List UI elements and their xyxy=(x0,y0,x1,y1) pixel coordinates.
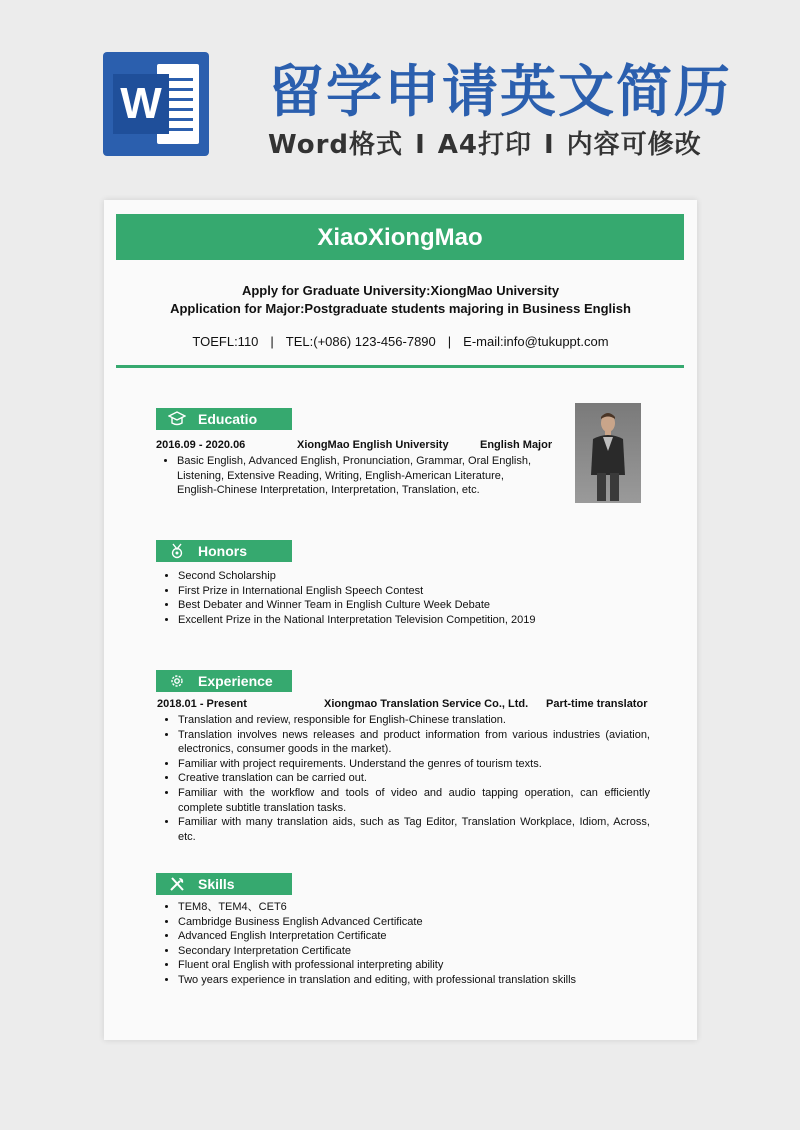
skills-label: Skills xyxy=(198,876,235,892)
subtitle-print: A4打印 xyxy=(437,130,532,160)
divider xyxy=(116,365,684,368)
profile-photo xyxy=(575,403,641,503)
experience-heading xyxy=(156,670,292,692)
subtitle-separator: I xyxy=(543,130,555,160)
list-item: • Translation involves news releases and product information from various industries (aviation, electronics, consumer goods in the market). xyxy=(178,728,650,757)
list-item: • Familiar with project requirements. Understand the genres of tourism texts. xyxy=(178,757,650,772)
email: E-mail:info@tukuppt.com xyxy=(463,334,609,349)
education-period: 2016.09 - 2020.06 xyxy=(156,439,246,451)
logo-letter: W xyxy=(113,74,169,134)
list-item: • Excellent Prize in the National Interpretation Television Competition, 2019 xyxy=(178,613,648,628)
experience-role: Part-time translator xyxy=(546,698,648,710)
list-item: • Best Debater and Winner Team in English Culture Week Debate xyxy=(178,598,648,613)
honors-heading xyxy=(156,540,292,562)
contact-separator: | xyxy=(447,334,452,349)
word-logo-icon xyxy=(103,52,209,156)
list-item: • Creative translation can be carried out. xyxy=(178,771,650,786)
skills-heading xyxy=(156,873,292,895)
toefl-score: TOEFL:110 xyxy=(192,334,259,349)
contact-separator: | xyxy=(270,334,274,349)
application-info xyxy=(104,282,697,318)
telephone: TEL:(+086) 123-456-7890 xyxy=(285,334,436,349)
honors-list xyxy=(156,569,648,627)
education-school: XiongMao English University xyxy=(297,439,449,451)
banner-title: 留学申请英文简历 xyxy=(268,60,732,125)
graduation-cap-icon xyxy=(168,411,186,427)
list-item: • Fluent oral English with professional interpreting ability xyxy=(178,958,650,973)
list-item: • Translation and review, responsible for English-Chinese translation. xyxy=(178,713,650,728)
list-item: • Secondary Interpretation Certificate xyxy=(178,944,650,959)
resume-sheet xyxy=(104,200,697,1040)
apply-university: Apply for Graduate University:XiongMao University xyxy=(241,283,560,298)
education-courses xyxy=(155,454,537,498)
contact-line xyxy=(104,334,697,349)
education-major: English Major xyxy=(480,439,553,451)
tools-icon xyxy=(168,876,186,892)
list-item: • Familiar with many translation aids, such as Tag Editor, Translation Workplace, Idiom, Across, etc. xyxy=(178,815,650,844)
list-item: • Basic English, Advanced English, Pronunciation, Grammar, Oral English, Listening, Extensive Reading, Writing, English-American Literature, English-Chinese Interpretation, Interpretation, Translation, etc. xyxy=(177,454,537,498)
subtitle-separator: I xyxy=(415,130,426,160)
name-header: XiaoXiongMao xyxy=(116,214,684,260)
list-item: • Advanced English Interpretation Certificate xyxy=(178,929,650,944)
experience-duties xyxy=(156,713,650,844)
experience-company: Xiongmao Translation Service Co., Ltd. xyxy=(324,698,529,710)
experience-period: 2018.01 - Present xyxy=(157,698,247,710)
apply-major: Application for Major:Postgraduate students majoring in Business English xyxy=(170,301,631,316)
subtitle-format: Word格式 xyxy=(268,130,404,160)
list-item: • Familiar with the workflow and tools of video and audio tapping operation, can efficiently complete subtitle translation tasks. xyxy=(178,786,650,815)
list-item: • First Prize in International English Speech Contest xyxy=(178,584,648,599)
list-item: • Second Scholarship xyxy=(178,569,648,584)
subtitle-editable: 内容可修改 xyxy=(566,130,702,160)
medal-icon xyxy=(168,543,186,559)
experience-label: Experience xyxy=(198,673,273,689)
honors-label: Honors xyxy=(198,543,247,559)
education-heading xyxy=(156,408,292,430)
list-item: • Cambridge Business English Advanced Certificate xyxy=(178,915,650,930)
gear-icon xyxy=(168,673,186,689)
list-item: • Two years experience in translation and editing, with professional translation skills xyxy=(178,973,650,988)
banner-subtitle xyxy=(268,124,768,161)
skills-list xyxy=(156,900,650,988)
education-label: Educatio xyxy=(198,411,258,427)
list-item: • TEM8、TEM4、CET6 xyxy=(178,900,650,915)
